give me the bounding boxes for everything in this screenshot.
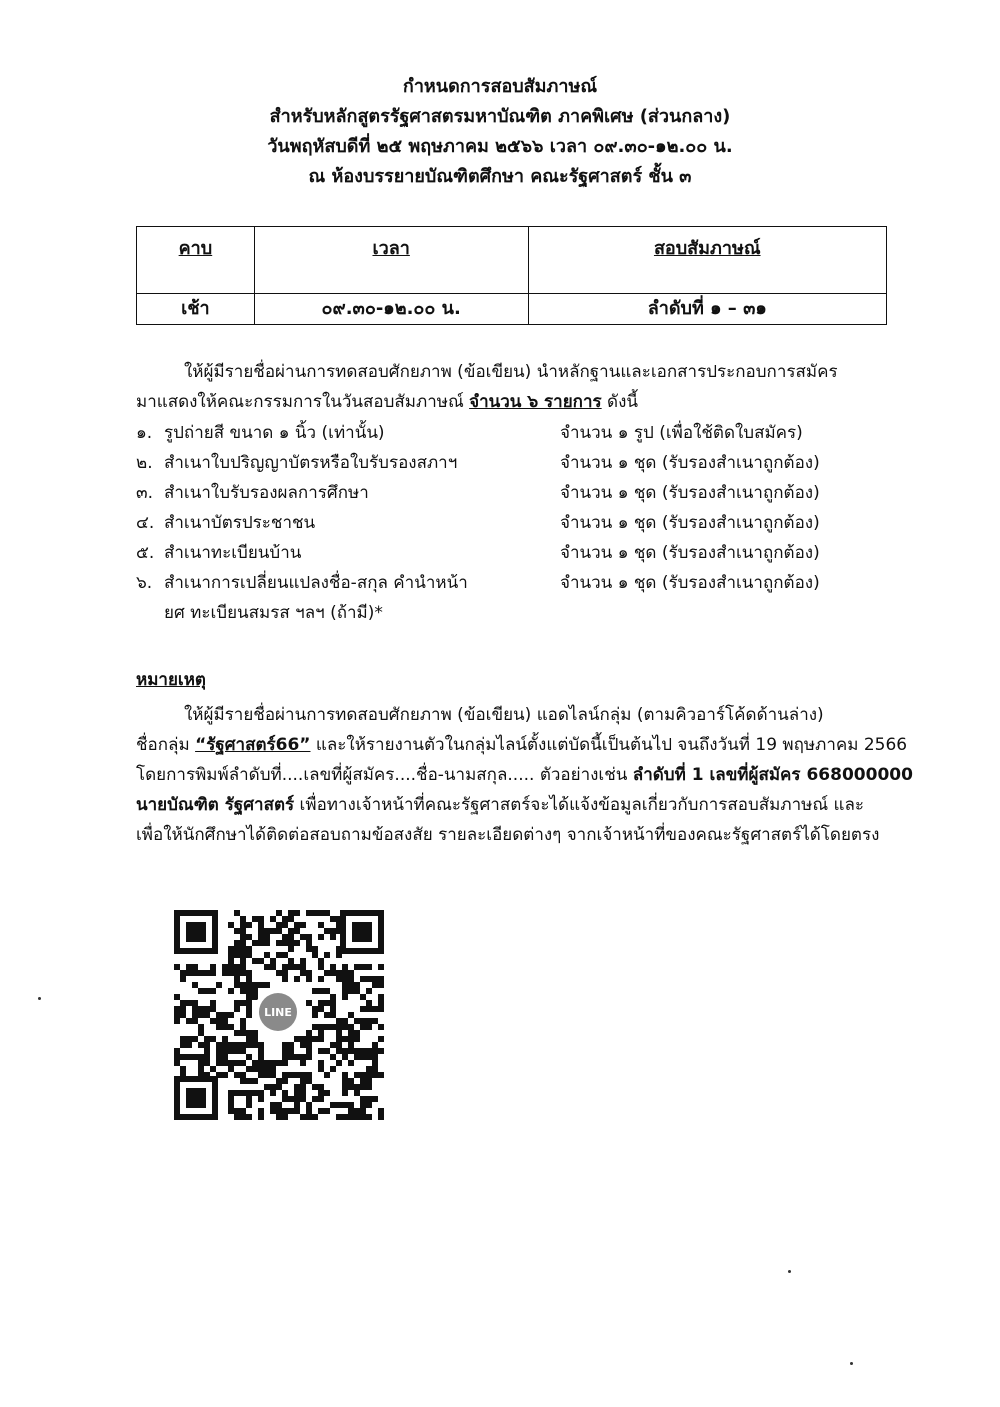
list-item: ๒. สำเนาใบปริญญาบัตรหรือใบรับรองสภาฯ จำนวน ๑ ชุด (รับรองสำเนาถูกต้อง) [136, 453, 820, 473]
line-qr-code-icon[interactable] [172, 908, 386, 1122]
header-program: สำหรับหลักสูตรรัฐศาสตรมหาบัณฑิต ภาคพิเศษ (ส่วนกลาง) [269, 106, 731, 127]
note-line-3: โดยการพิมพ์ลำดับที่....เลขที่ผู้สมัคร....ชื่อ-นามสกุล..... ตัวอย่างเช่น ลำดับที่ 1 เลขที่ผู้สมัคร 668000000 [136, 765, 913, 785]
list-item: ๑. รูปถ่ายสี ขนาด ๑ นิ้ว (เท่านั้น) จำนวน ๑ รูป (เพื่อใช้ติดใบสมัคร) [136, 423, 803, 443]
document-header [0, 72, 1000, 192]
note-line-4: นายบัณฑิต รัฐศาสตร์ เพื่อทางเจ้าหน้าที่คณะรัฐศาสตร์จะได้แจ้งข้อมูลเกี่ยวกับการสอบสัมภาษณ์ และ [136, 795, 865, 815]
scan-speck [38, 997, 41, 1000]
example-name: นายบัณฑิต รัฐศาสตร์ [136, 795, 295, 815]
table-row [137, 294, 887, 325]
qr-badge-text: LINE [264, 1006, 292, 1019]
header-venue: ณ ห้องบรรยายบัณฑิตศึกษา คณะรัฐศาสตร์ ชั้น ๓ [308, 166, 692, 187]
note-paragraph [136, 700, 913, 850]
intro-line-1: ให้ผู้มีรายชื่อผ่านการทดสอบศักยภาพ (ข้อเขียน) นำหลักฐานและเอกสารประกอบการสมัคร [184, 362, 838, 382]
table-header-row [137, 227, 887, 294]
list-item: ๔. สำเนาบัตรประชาชน จำนวน ๑ ชุด (รับรองสำเนาถูกต้อง) [136, 513, 820, 533]
schedule-table [136, 226, 887, 325]
cell-time: ๐๙.๓๐-๑๒.๐๐ น. [254, 294, 528, 325]
scan-speck [788, 1270, 791, 1273]
line-group-name: “รัฐศาสตร์66” [195, 735, 311, 755]
note-title: หมายเหตุ [136, 670, 206, 690]
list-item: ๕. สำเนาทะเบียนบ้าน จำนวน ๑ ชุด (รับรองสำเนาถูกต้อง) [136, 543, 820, 563]
note-line-5: เพื่อให้นักศึกษาได้ติดต่อสอบถามข้อสงสัย รายละเอียดต่างๆ จากเจ้าหน้าที่ของคณะรัฐศาสตร์ได้โดยตรง [136, 825, 880, 845]
cell-interview-order: ลำดับที่ ๑ – ๓๑ [528, 294, 886, 325]
cell-period: เช้า [137, 294, 255, 325]
document-list [136, 418, 896, 628]
example-entry: ลำดับที่ 1 เลขที่ผู้สมัคร 668000000 [632, 765, 913, 785]
header-date-time: วันพฤหัสบดีที่ ๒๕ พฤษภาคม ๒๕๖๖ เวลา ๐๙.๓๐-๑๒.๐๐ น. [267, 136, 733, 157]
list-item: ๖. สำเนาการเปลี่ยนแปลงชื่อ-สกุล คำนำหน้า จำนวน ๑ ชุด (รับรองสำเนาถูกต้อง) ยศ ทะเบียนสมรส ฯลฯ (ถ้ามี)* [136, 573, 820, 623]
header-cell-time: เวลา [254, 227, 528, 294]
note-line-2: ชื่อกลุ่ม “รัฐศาสตร์66” และให้รายงานตัวในกลุ่มไลน์ตั้งแต่บัดนี้เป็นต้นไป จนถึงวันที่ 19 พฤษภาคม 2566 [136, 735, 908, 755]
intro-line-2: มาแสดงให้คณะกรรมการในวันสอบสัมภาษณ์ จำนวน ๖ รายการ ดังนี้ [136, 392, 639, 412]
header-cell-period: คาบ [137, 227, 255, 294]
list-item: ๓. สำเนาใบรับรองผลการศึกษา จำนวน ๑ ชุด (รับรองสำเนาถูกต้อง) [136, 483, 820, 503]
note-line-1: ให้ผู้มีรายชื่อผ่านการทดสอบศักยภาพ (ข้อเขียน) แอดไลน์กลุ่ม (ตามคิวอาร์โค้ดด้านล่าง) [184, 705, 824, 725]
header-title: กำหนดการสอบสัมภาษณ์ [402, 76, 598, 97]
header-cell-interview: สอบสัมภาษณ์ [528, 227, 886, 294]
scan-speck [850, 1362, 853, 1365]
intro-paragraph [136, 357, 896, 417]
document-count: จำนวน ๖ รายการ [469, 392, 602, 412]
